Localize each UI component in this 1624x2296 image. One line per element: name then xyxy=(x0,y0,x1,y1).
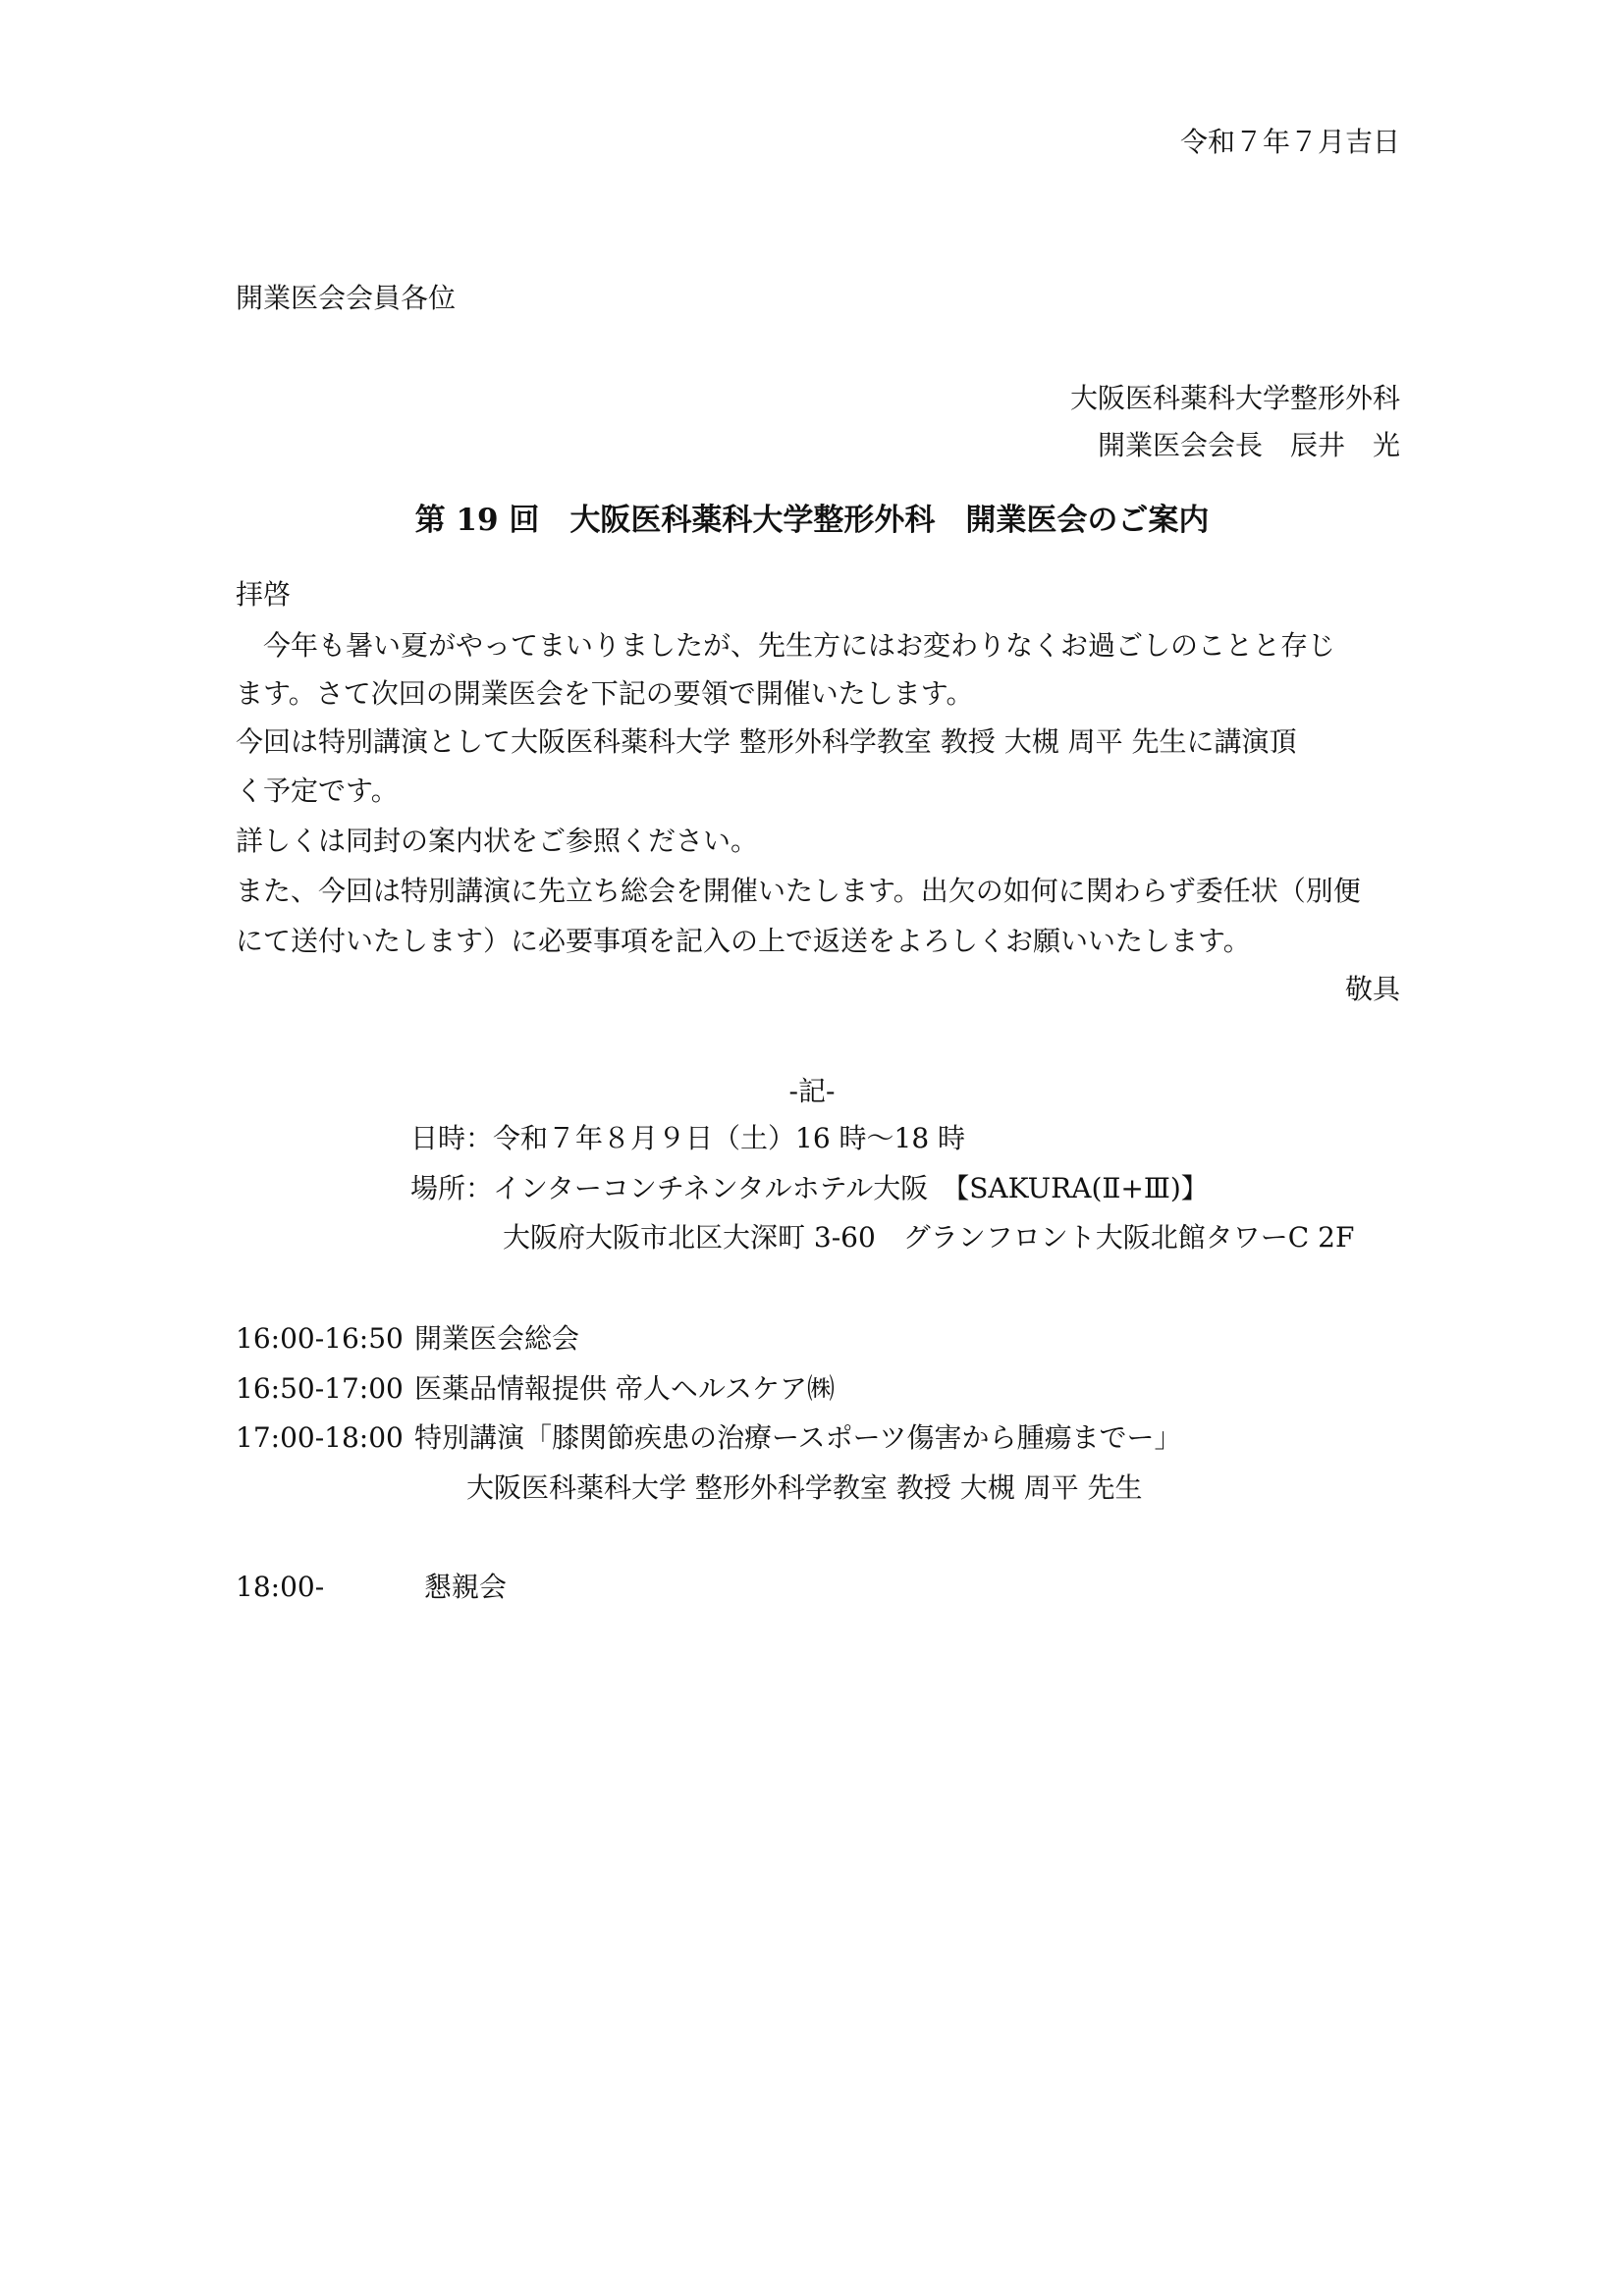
body-line: 今回は特別講演として大阪医科薬科大学 整形外科学教室 教授 大槻 周平 先生に講演頂 xyxy=(236,725,1297,758)
schedule-item: 医薬品情報提供 帝人ヘルスケア㈱ xyxy=(414,1372,836,1405)
lecturer: 大阪医科薬科大学 整形外科学教室 教授 大槻 周平 先生 xyxy=(466,1471,1143,1504)
schedule-item: 開業医会総会 xyxy=(414,1322,580,1355)
schedule-time: 18:00- xyxy=(236,1571,325,1603)
recipient: 開業医会会員各位 xyxy=(236,282,457,314)
schedule-time: 16:00-16:50 xyxy=(236,1322,404,1355)
sender-organization: 大阪医科薬科大学整形外科 xyxy=(1069,382,1400,414)
event-datetime: 日時：令和７年８月９日（土）16 時～18 時 xyxy=(410,1122,966,1154)
ki-heading: -記- xyxy=(788,1075,836,1107)
event-place: 場所：インターコンチネンタルホテル大阪 【SAKURA(Ⅱ+Ⅲ)】 xyxy=(410,1172,1209,1204)
event-address: 大阪府大阪市北区大深町 3-60 グランフロント大阪北館タワーC 2F xyxy=(503,1221,1355,1254)
schedule-time: 16:50-17:00 xyxy=(236,1372,404,1405)
body-line: く予定です。 xyxy=(236,774,399,807)
schedule-time: 17:00-18:00 xyxy=(236,1421,404,1454)
schedule-item: 特別講演「膝関節疾患の治療ースポーツ傷害から腫瘍までー」 xyxy=(414,1421,1182,1454)
opening-greeting: 拝啓 xyxy=(236,578,292,611)
body-line: にて送付いたします）に必要事項を記入の上で返送をよろしくお願いいたします。 xyxy=(236,925,1251,957)
issue-date: 令和７年７月吉日 xyxy=(1179,126,1400,158)
body-line: 詳しくは同封の案内状をご参照ください。 xyxy=(236,825,759,857)
closing-greeting: 敬具 xyxy=(1344,973,1400,1005)
schedule-item: 懇親会 xyxy=(424,1571,508,1603)
body-line: 今年も暑い夏がやってまいりましたが、先生方にはお変わりなくお過ごしのことと存じ xyxy=(236,629,1336,662)
document-title: 第 19 回 大阪医科薬科大学整形外科 開業医会のご案内 xyxy=(414,503,1210,538)
body-line: また、今回は特別講演に先立ち総会を開催いたします。出欠の如何に関わらず委任状（別便 xyxy=(236,875,1361,907)
body-line: ます。さて次回の開業医会を下記の要領で開催いたします。 xyxy=(236,677,974,710)
sender-name: 開業医会会長 辰井 光 xyxy=(1097,429,1400,461)
